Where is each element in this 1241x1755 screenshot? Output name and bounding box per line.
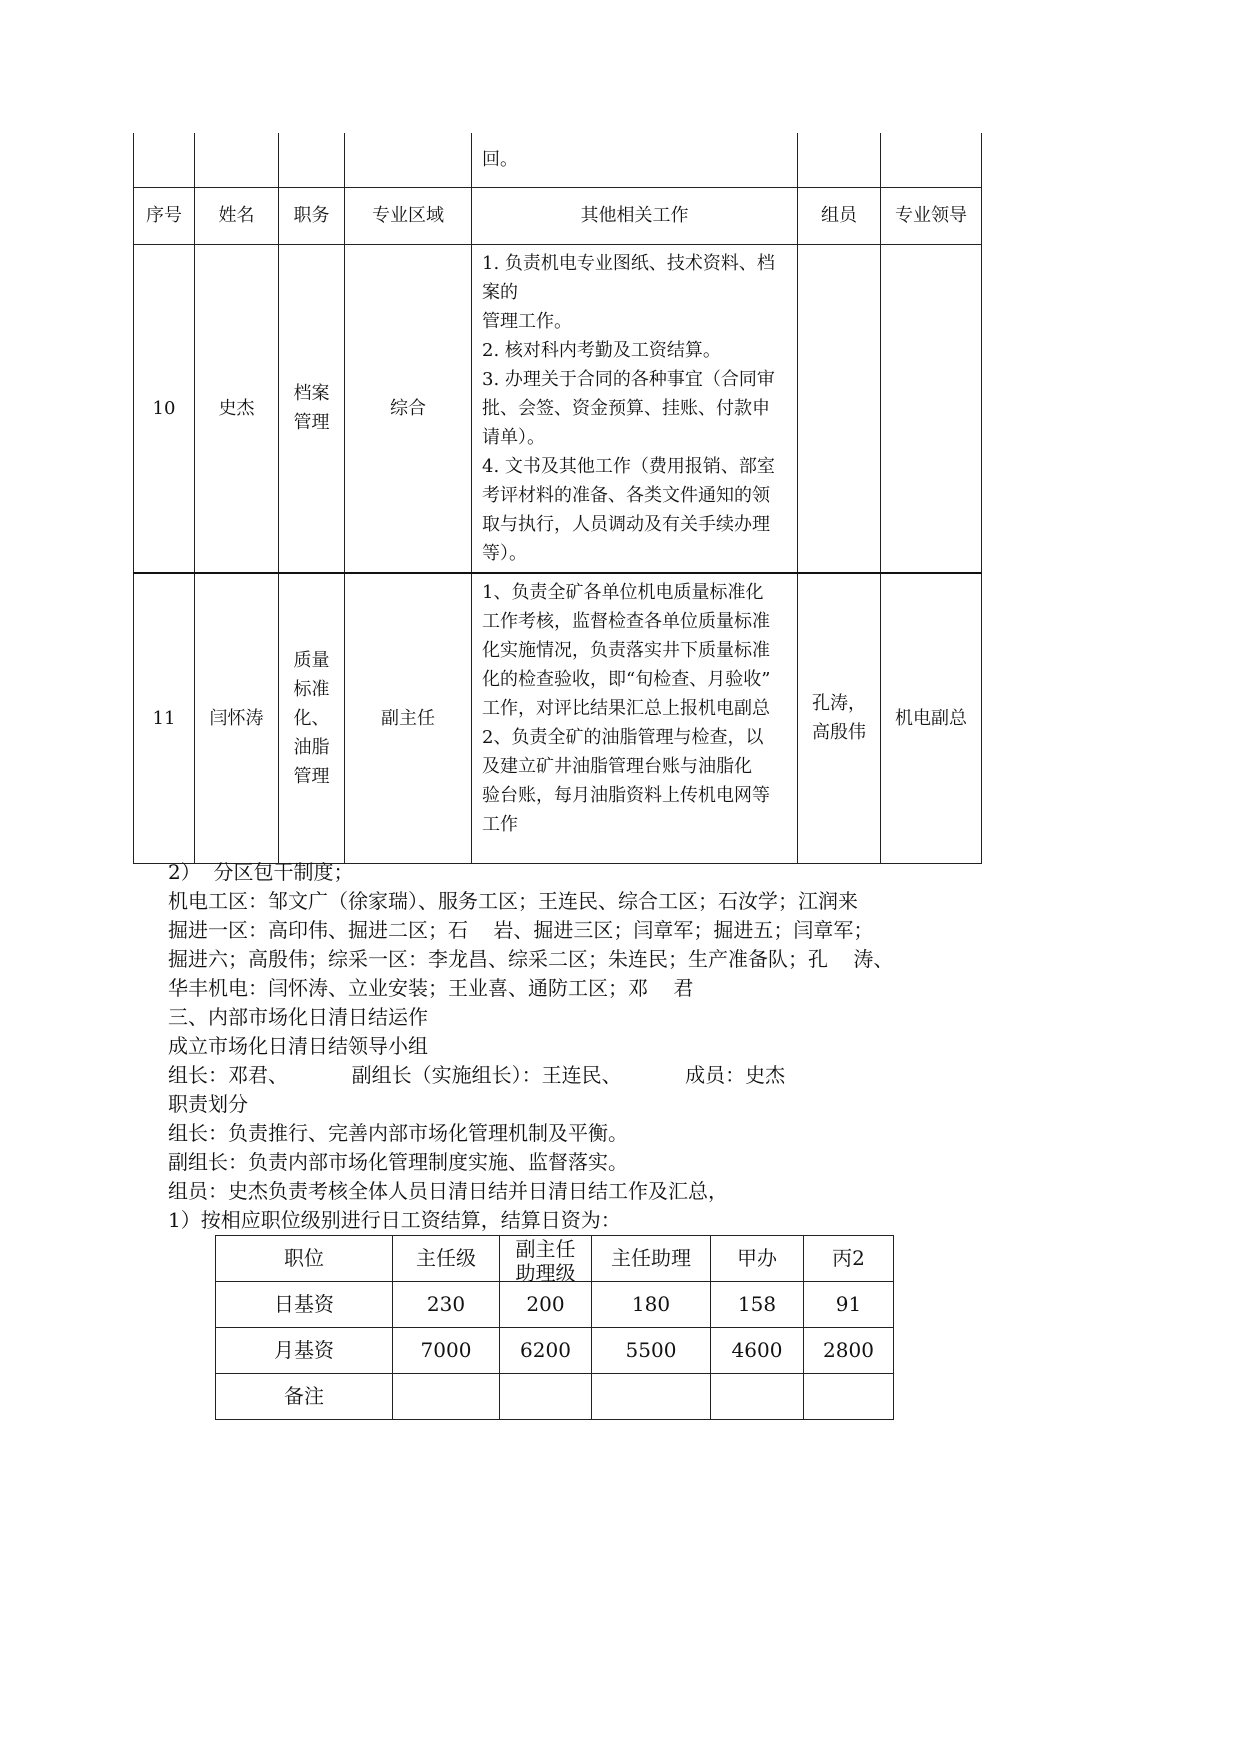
row-label: 月基资 <box>216 1328 393 1374</box>
work-line: 批、会签、资金预算、挂账、付款申 <box>482 397 770 419</box>
prev-row-tail: 回。 <box>472 133 798 187</box>
header-cell: 职位 <box>216 1236 393 1282</box>
header-cell: 其他相关工作 <box>472 187 798 244</box>
header-cell: 序号 <box>134 187 195 244</box>
duty-line: 标准 <box>293 678 330 700</box>
table-row <box>134 244 982 573</box>
leader-cell <box>881 244 982 573</box>
body-line: 掘进一区：高印伟、掘进二区；石 岩、掘进三区；闫章军；掘进五；闫章军； <box>168 918 874 942</box>
wage-cell: 2800 <box>804 1328 894 1374</box>
work-description <box>472 573 798 864</box>
duty-line: 管理 <box>293 765 330 787</box>
work-line: 4. 文书及其他工作（费用报销、部室 <box>482 455 775 477</box>
work-line: 考评材料的准备、各类文件通知的领 <box>482 484 770 506</box>
work-line: 工作考核，监督检查各单位质量标准 <box>482 610 770 632</box>
body-line: 职责划分 <box>168 1092 248 1116</box>
table-header-row <box>216 1236 894 1282</box>
work-line: 及建立矿井油脂管理台账与油脂化 <box>482 755 752 777</box>
document-body <box>168 858 893 1235</box>
header-cell: 职务 <box>279 187 345 244</box>
wage-cell <box>804 1374 894 1420</box>
header-cell: 组员 <box>798 187 881 244</box>
header-cell <box>500 1236 592 1282</box>
body-line: 1）按相应职位级别进行日工资结算，结算日资为： <box>168 1208 621 1232</box>
area-cell: 副主任 <box>345 573 472 864</box>
table-row <box>134 573 982 864</box>
members-cell <box>798 573 881 864</box>
member-line: 高殷伟 <box>812 722 866 744</box>
staff-duty-table <box>133 133 982 864</box>
wage-cell: 91 <box>804 1282 894 1328</box>
staff-duty <box>279 573 345 864</box>
body-line: 三、内部市场化日清日结运作 <box>168 1005 428 1029</box>
members-cell <box>798 244 881 573</box>
table-row <box>216 1328 894 1374</box>
work-line: 请单）。 <box>482 426 545 448</box>
row-number: 10 <box>134 244 195 573</box>
work-line: 管理工作。 <box>482 310 572 332</box>
header-cell: 专业区域 <box>345 187 472 244</box>
header-clip: 副主任 助理级 <box>515 1236 576 1281</box>
body-line: 组员：史杰负责考核全体人员日清日结并日清日结工作及汇总， <box>168 1179 728 1203</box>
work-line: 验台账，每月油脂资料上传机电网等 <box>482 784 770 806</box>
wage-cell: 7000 <box>393 1328 500 1374</box>
duty-line: 管理 <box>293 412 330 433</box>
wage-cell <box>500 1374 592 1420</box>
duty-line: 档案 <box>293 383 330 404</box>
header-cell: 专业领导 <box>881 187 982 244</box>
table-row-continued <box>134 133 982 187</box>
work-line: 1、负责全矿各单位机电质量标准化 <box>482 581 764 603</box>
wage-cell <box>592 1374 711 1420</box>
leader-cell: 机电副总 <box>881 573 982 864</box>
daily-wage-table <box>215 1235 894 1420</box>
body-line: 2） 分区包干制度； <box>168 860 354 884</box>
header-cell: 姓名 <box>195 187 279 244</box>
staff-name: 史杰 <box>195 244 279 573</box>
member-line: 孔涛， <box>812 693 866 715</box>
body-line: 组长：负责推行、完善内部市场化管理机制及平衡。 <box>168 1121 628 1145</box>
work-line: 化实施情况，负责落实井下质量标准 <box>482 639 770 661</box>
duty-line: 油脂 <box>293 736 330 758</box>
row-number: 11 <box>134 573 195 864</box>
wage-cell: 4600 <box>711 1328 804 1374</box>
wage-cell: 6200 <box>500 1328 592 1374</box>
row-label: 日基资 <box>216 1282 393 1328</box>
wage-cell: 230 <box>393 1282 500 1328</box>
area-cell: 综合 <box>345 244 472 573</box>
work-line: 2、负责全矿的油脂管理与检查，以 <box>482 726 764 748</box>
staff-name: 闫怀涛 <box>195 573 279 864</box>
header-cell: 主任助理 <box>592 1236 711 1282</box>
work-line: 3. 办理关于合同的各种事宜（合同审 <box>482 368 775 390</box>
work-line: 2. 核对科内考勤及工资结算。 <box>482 339 721 361</box>
work-line: 化的检查验收，即“旬检查、月验收” <box>482 668 771 690</box>
wage-cell <box>711 1374 804 1420</box>
header-cell: 主任级 <box>393 1236 500 1282</box>
wage-cell: 180 <box>592 1282 711 1328</box>
header-cell: 甲办 <box>711 1236 804 1282</box>
table-row <box>216 1282 894 1328</box>
wage-cell: 5500 <box>592 1328 711 1374</box>
wage-cell <box>393 1374 500 1420</box>
work-line: 1. 负责机电专业图纸、技术资料、档 <box>482 252 775 274</box>
staff-duty <box>279 244 345 573</box>
work-line: 工作 <box>482 813 518 835</box>
wage-cell: 158 <box>711 1282 804 1328</box>
table-row <box>216 1374 894 1420</box>
header-cell: 丙2 <box>804 1236 894 1282</box>
row-label: 备注 <box>216 1374 393 1420</box>
body-line: 副组长：负责内部市场化管理制度实施、监督落实。 <box>168 1150 628 1174</box>
duty-line: 质量 <box>293 649 330 671</box>
wage-cell: 200 <box>500 1282 592 1328</box>
body-line: 成立市场化日清日结领导小组 <box>168 1034 428 1058</box>
work-line: 案的 <box>482 281 518 303</box>
body-line: 组长：邓君、 副组长（实施组长）：王连民、 成员：史杰 <box>168 1063 786 1087</box>
duty-line: 化、 <box>293 707 330 729</box>
body-line: 掘进六；高殷伟；综采一区：李龙昌、综采二区；朱连民；生产准备队；孔 涛、 <box>168 947 894 971</box>
table-header-row <box>134 187 982 244</box>
work-line: 等）。 <box>482 542 527 564</box>
work-line: 工作，对评比结果汇总上报机电副总 <box>482 697 770 719</box>
work-description <box>472 244 798 573</box>
body-line: 华丰机电：闫怀涛、立业安装；王业喜、通防工区；邓 君 <box>168 976 694 1000</box>
work-line: 取与执行，人员调动及有关手续办理 <box>482 513 770 535</box>
body-line: 机电工区：邹文广（徐家瑞）、服务工区；王连民、综合工区；石汝学；江润来 <box>168 889 858 913</box>
